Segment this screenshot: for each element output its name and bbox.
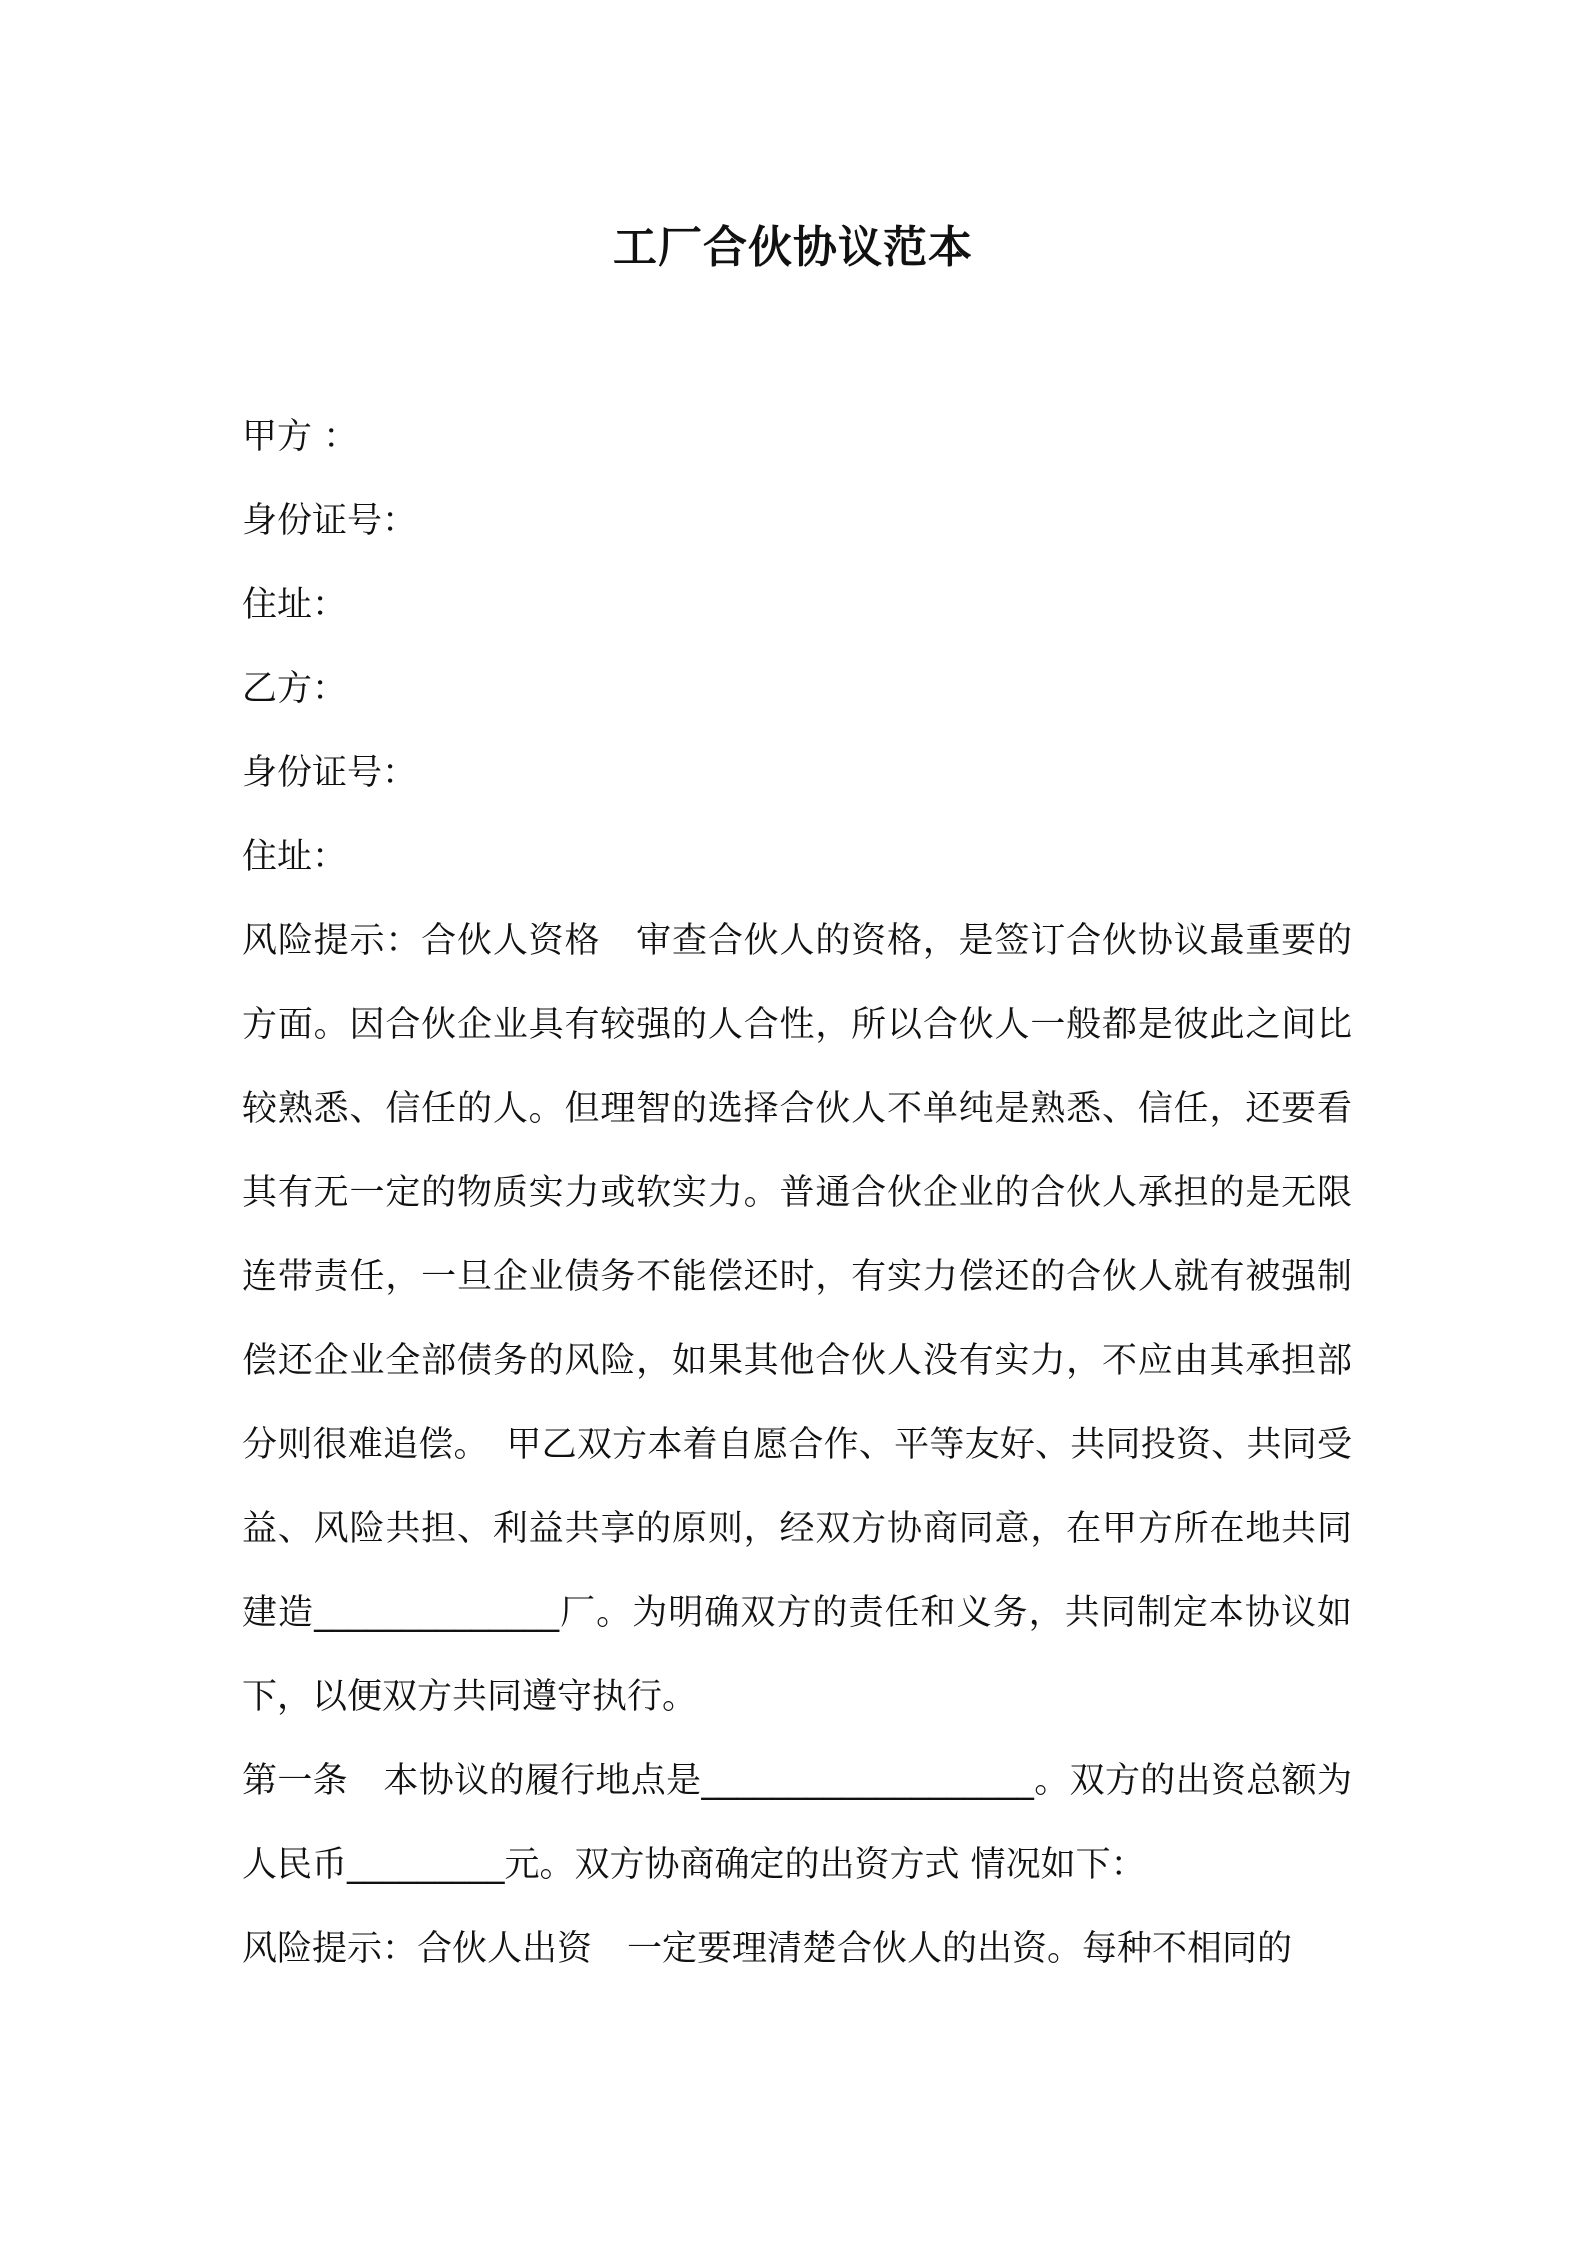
article-one-paragraph: 第一条 本协议的履行地点是___________________。双方的出资总额为人民币_________元。双方协商确定的出资方式 情况如下： [242,1761,1352,1885]
party-b-address-field: 住址： [242,837,348,877]
party-a-address-field: 住址： [242,585,348,625]
party-b-field: 乙方： [242,669,348,709]
document-title: 工厂合伙协议范本 [613,222,973,273]
party-a-id-field: 身份证号： [242,501,418,541]
risk-notice-investment-paragraph: 风险提示：合伙人出资 一定要理清楚合伙人的出资。每种不相同的 [242,1929,1293,1969]
party-a-field: 甲方 ： [242,417,359,457]
risk-notice-paragraph: 风险提示：合伙人资格 审查合伙人的资格，是签订合伙协议最重要的方面。因合伙企业具有较强的人合性，所以合伙人一般都是彼此之间比较熟悉、信任的人。但理智的选择合伙人不单纯是熟悉、信任，还要看其有无一定的物质实力或软实力。普通合伙企业的合伙人承担的是无限连带责任，一旦企业债务不能偿还时，有实力偿还的合伙人就有被强制偿还企业全部债务的风险，如果其他合伙人没有实力，不应由其承担部分则很难追偿。 甲乙双方本着自愿合作、平等友好、共同投资、共同受益、风险共担、利益共享的原则，经双方协商同意，在甲方所在地共同建造______________厂。为明确双方的责任和义务，共同制定本协议如下，以便双方共同遵守执行。 [242,921,1352,1717]
party-b-id-field: 身份证号： [242,753,418,793]
document-body [242,412,1352,2008]
